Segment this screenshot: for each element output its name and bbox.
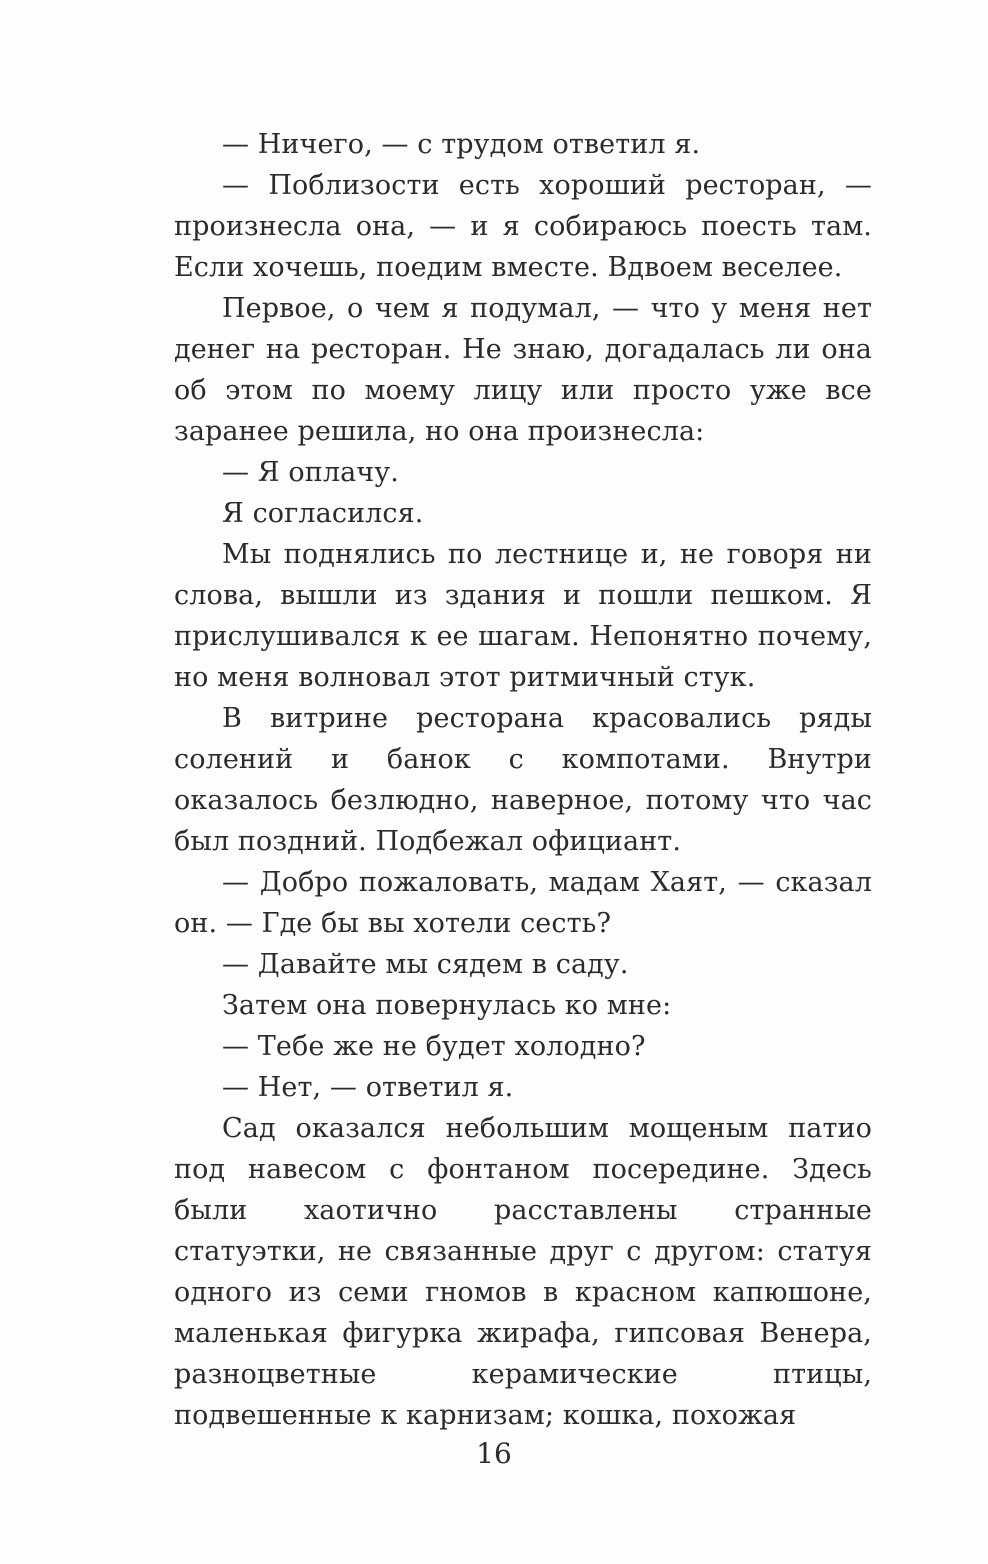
paragraph: — Нет, — ответил я. [222, 1072, 514, 1103]
paragraph: — Тебе же не будет холодно? [222, 1031, 646, 1062]
paragraph: Мы поднялись по лестнице и, не говоря ни слова, вышли из здания и пошли пешком. Я прислушивался к ее шагам. Непонятно почему, но меня волновал этот ритмичный стук. [174, 539, 872, 693]
paragraph: — Давайте мы сядем в саду. [222, 949, 629, 980]
body-text [174, 124, 872, 1436]
page-number: 16 [476, 1437, 512, 1470]
paragraph: — Ничего, — с трудом ответил я. [222, 129, 701, 160]
paragraph: — Поблизости есть хороший ресторан, — произнесла она, — и я собираюсь поесть там. Если хочешь, поедим вместе. Вдвоем веселее. [174, 170, 872, 283]
paragraph: — Добро пожаловать, мадам Хаят, — сказал он. — Где бы вы хотели сесть? [174, 867, 872, 939]
paragraph: — Я оплачу. [222, 457, 399, 488]
paragraph: Сад оказался небольшим мощеным патио под навесом с фонтаном посередине. Здесь были хаотично расставлены странные статуэтки, не связанные друг с другом: статуя одного из семи гномов в красном капюшоне, маленькая фигурка жирафа, гипсовая Венера, разноцветные керамические птицы, подвешенные к карнизам; кошка, похожая [174, 1113, 872, 1431]
paragraph: Первое, о чем я подумал, — что у меня нет денег на ресторан. Не знаю, догадалась ли она об этом по моему лицу или просто уже все заранее решила, но она произнесла: [174, 293, 872, 447]
paragraph: Я согласился. [222, 498, 424, 529]
paragraph: Затем она повернулась ко мне: [222, 990, 672, 1021]
paragraph: В витрине ресторана красовались ряды солений и банок с компотами. Внутри оказалось безлюдно, наверное, потому что час был поздний. Подбежал официант. [174, 703, 872, 857]
